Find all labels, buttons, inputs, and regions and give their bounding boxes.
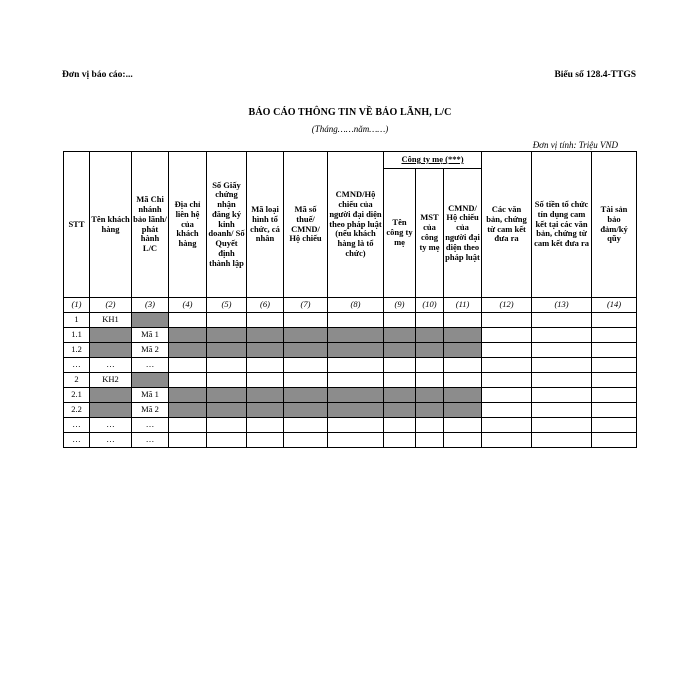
cell-customer-name: KH1 <box>90 313 132 328</box>
cell-value <box>444 328 482 343</box>
column-number-cell: (2) <box>90 298 132 313</box>
cell-branch-code <box>132 313 169 328</box>
cell-branch-code: Mã 1 <box>132 328 169 343</box>
cell-value <box>207 403 247 418</box>
column-number-cell: (1) <box>64 298 90 313</box>
cell-value <box>532 388 592 403</box>
cell-branch-code <box>132 373 169 388</box>
cell-value <box>444 403 482 418</box>
parent-company-group-label: Công ty mẹ (***) <box>401 154 464 165</box>
cell-customer-name: … <box>90 358 132 373</box>
table-row <box>64 328 637 343</box>
cell-stt: 1 <box>64 313 90 328</box>
cell-value <box>532 343 592 358</box>
cell-value <box>532 403 592 418</box>
cell-value <box>482 343 532 358</box>
table-row <box>64 433 637 448</box>
cell-value <box>207 418 247 433</box>
cell-value <box>482 388 532 403</box>
cell-value <box>247 388 284 403</box>
cell-value <box>284 418 328 433</box>
col-header-collateral: Tài sản bảo đảm/ký qũy <box>592 152 637 298</box>
cell-value <box>169 358 207 373</box>
cell-value <box>444 343 482 358</box>
cell-value <box>592 358 637 373</box>
cell-customer-name <box>90 388 132 403</box>
cell-value <box>207 328 247 343</box>
cell-stt: 1.2 <box>64 343 90 358</box>
cell-value <box>328 418 384 433</box>
column-number-cell: (13) <box>532 298 592 313</box>
currency-unit: Đơn vị tính: Triệu VND <box>532 140 618 150</box>
cell-value <box>207 313 247 328</box>
cell-value <box>416 358 444 373</box>
column-number-cell: (5) <box>207 298 247 313</box>
cell-value <box>169 313 207 328</box>
col-header-stt: STT <box>64 152 90 298</box>
col-header-parent-name: Tên công ty mẹ <box>384 169 416 298</box>
cell-value <box>284 373 328 388</box>
cell-value <box>444 313 482 328</box>
cell-customer-name <box>90 403 132 418</box>
cell-value <box>592 373 637 388</box>
cell-value <box>247 313 284 328</box>
col-header-rep-id: CMND/Hộ chiếu của người đại diện theo pháp luật (nếu khách hàng là tổ chức) <box>328 152 384 298</box>
cell-value <box>207 373 247 388</box>
cell-value <box>328 343 384 358</box>
report-table-body <box>64 298 637 448</box>
cell-value <box>532 418 592 433</box>
cell-value <box>284 358 328 373</box>
col-header-amount: Số tiền tổ chức tín dụng cam kết tại các văn bản, chứng từ cam kết đưa ra <box>532 152 592 298</box>
cell-value <box>247 358 284 373</box>
cell-value <box>384 388 416 403</box>
cell-value <box>592 403 637 418</box>
cell-value <box>169 343 207 358</box>
column-number-cell: (14) <box>592 298 637 313</box>
cell-value <box>444 373 482 388</box>
cell-value <box>247 418 284 433</box>
cell-customer-name: KH2 <box>90 373 132 388</box>
col-header-license-no: Số Giấy chứng nhận đăng ký kinh doanh/ Số Quyết định thành lập <box>207 152 247 298</box>
cell-value <box>592 433 637 448</box>
cell-branch-code: … <box>132 433 169 448</box>
table-row <box>64 358 637 373</box>
column-number-cell: (8) <box>328 298 384 313</box>
cell-customer-name: … <box>90 433 132 448</box>
reporting-unit-label: Đơn vị báo cáo:... <box>62 70 133 80</box>
cell-customer-name: … <box>90 418 132 433</box>
cell-value <box>416 388 444 403</box>
cell-value <box>247 373 284 388</box>
column-number-cell: (3) <box>132 298 169 313</box>
cell-value <box>592 328 637 343</box>
col-header-parent-tax: MST của công ty mẹ <box>416 169 444 298</box>
cell-value <box>444 388 482 403</box>
cell-value <box>328 388 384 403</box>
cell-value <box>207 358 247 373</box>
cell-value <box>532 373 592 388</box>
col-header-tax-id: Mã số thuế/ CMND/ Hộ chiếu <box>284 152 328 298</box>
cell-value <box>532 313 592 328</box>
cell-value <box>328 328 384 343</box>
cell-branch-code: … <box>132 418 169 433</box>
col-header-org-type: Mã loại hình tổ chức, cá nhân <box>247 152 284 298</box>
cell-value <box>247 328 284 343</box>
cell-value <box>384 418 416 433</box>
table-row <box>64 388 637 403</box>
cell-value <box>482 418 532 433</box>
cell-value <box>444 418 482 433</box>
cell-value <box>207 343 247 358</box>
column-number-cell: (9) <box>384 298 416 313</box>
cell-value <box>416 313 444 328</box>
cell-value <box>284 433 328 448</box>
cell-value <box>532 433 592 448</box>
cell-value <box>482 373 532 388</box>
column-number-cell: (7) <box>284 298 328 313</box>
col-header-branch-code: Mã Chi nhánh bảo lãnh/ phát hành L/C <box>132 152 169 298</box>
cell-stt: … <box>64 358 90 373</box>
cell-value <box>384 433 416 448</box>
cell-value <box>328 313 384 328</box>
cell-value <box>592 343 637 358</box>
cell-customer-name <box>90 343 132 358</box>
cell-value <box>169 403 207 418</box>
cell-stt: 1.1 <box>64 328 90 343</box>
cell-value <box>247 433 284 448</box>
cell-value <box>284 403 328 418</box>
cell-branch-code: Mã 2 <box>132 343 169 358</box>
column-number-cell: (6) <box>247 298 284 313</box>
cell-value <box>328 403 384 418</box>
cell-value <box>482 358 532 373</box>
col-header-parent-company-group <box>384 152 482 169</box>
cell-value <box>384 313 416 328</box>
cell-value <box>169 388 207 403</box>
cell-value <box>247 343 284 358</box>
cell-value <box>384 328 416 343</box>
cell-value <box>247 403 284 418</box>
cell-value <box>482 433 532 448</box>
cell-value <box>416 418 444 433</box>
report-table <box>63 151 637 448</box>
table-row <box>64 418 637 433</box>
cell-value <box>416 433 444 448</box>
column-number-cell: (12) <box>482 298 532 313</box>
cell-stt: 2.1 <box>64 388 90 403</box>
column-number-cell: (10) <box>416 298 444 313</box>
cell-value <box>169 373 207 388</box>
cell-value <box>482 328 532 343</box>
col-header-address: Địa chỉ liên hệ của khách hàng <box>169 152 207 298</box>
cell-value <box>284 388 328 403</box>
col-header-documents: Các văn bản, chứng từ cam kết đưa ra <box>482 152 532 298</box>
cell-value <box>444 433 482 448</box>
cell-value <box>532 358 592 373</box>
cell-branch-code: Mã 1 <box>132 388 169 403</box>
column-number-row <box>64 298 637 313</box>
cell-value <box>416 328 444 343</box>
cell-value <box>384 373 416 388</box>
cell-customer-name <box>90 328 132 343</box>
cell-value <box>444 358 482 373</box>
col-header-customer-name: Tên khách hàng <box>90 152 132 298</box>
cell-value <box>328 373 384 388</box>
report-period: (Tháng……năm……) <box>311 124 389 134</box>
cell-value <box>416 343 444 358</box>
cell-value <box>384 403 416 418</box>
cell-value <box>416 403 444 418</box>
cell-value <box>207 433 247 448</box>
cell-value <box>207 388 247 403</box>
cell-value <box>384 343 416 358</box>
cell-value <box>169 433 207 448</box>
report-title: BÁO CÁO THÔNG TIN VỀ BẢO LÃNH, L/C <box>248 107 452 118</box>
cell-branch-code: … <box>132 358 169 373</box>
cell-stt: … <box>64 418 90 433</box>
col-header-parent-rep-id: CMND/ Hộ chiếu của người đại diện theo pháp luật <box>444 169 482 298</box>
cell-branch-code: Mã 2 <box>132 403 169 418</box>
cell-value <box>592 313 637 328</box>
cell-value <box>592 418 637 433</box>
table-row <box>64 403 637 418</box>
cell-value <box>284 313 328 328</box>
column-number-cell: (11) <box>444 298 482 313</box>
cell-value <box>532 328 592 343</box>
cell-value <box>482 313 532 328</box>
cell-value <box>328 433 384 448</box>
cell-value <box>284 343 328 358</box>
cell-value <box>169 418 207 433</box>
table-row <box>64 373 637 388</box>
cell-value <box>169 328 207 343</box>
cell-value <box>284 328 328 343</box>
table-row <box>64 343 637 358</box>
column-number-cell: (4) <box>169 298 207 313</box>
cell-value <box>416 373 444 388</box>
cell-stt: 2.2 <box>64 403 90 418</box>
cell-value <box>592 388 637 403</box>
form-number-label: Biểu số 128.4-TTGS <box>554 70 636 80</box>
cell-stt: 2 <box>64 373 90 388</box>
cell-value <box>384 358 416 373</box>
cell-stt: … <box>64 433 90 448</box>
table-row <box>64 313 637 328</box>
cell-value <box>328 358 384 373</box>
cell-value <box>482 403 532 418</box>
